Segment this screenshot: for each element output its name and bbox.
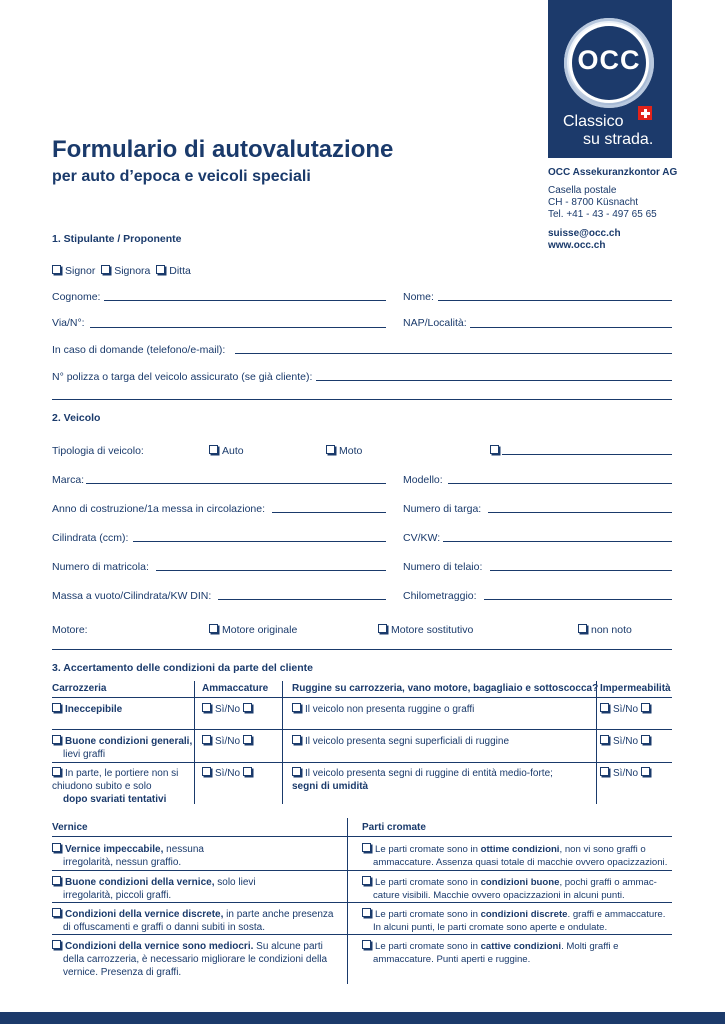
motore-non-noto-option[interactable]: non noto — [578, 624, 632, 636]
table-header-rule — [52, 697, 672, 698]
cvkw-field[interactable] — [443, 541, 672, 542]
table-row-rule — [52, 762, 672, 763]
occ-logo — [564, 18, 654, 108]
anno-label: Anno di costruzione/1a messa in circolazione: — [52, 503, 266, 515]
checkbox-icon[interactable] — [362, 908, 371, 917]
table-row-rule — [52, 902, 672, 903]
chilometraggio-label: Chilometraggio: — [403, 590, 477, 602]
header-vernice: Vernice — [52, 822, 88, 833]
checkbox-icon[interactable] — [490, 445, 499, 454]
checkbox-icon[interactable] — [578, 624, 587, 633]
section-divider — [52, 649, 672, 650]
via-field[interactable] — [90, 327, 386, 328]
ammaccature-sino[interactable]: Sì/No — [202, 735, 256, 748]
cilindrata-field[interactable] — [133, 541, 386, 542]
checkbox-icon[interactable] — [641, 735, 650, 744]
massa-label: Massa a vuoto/Cilindrata/KW DIN: — [52, 590, 212, 602]
table-header-rule — [52, 836, 672, 837]
page-subtitle: per auto d’epoca e veicoli speciali — [52, 168, 311, 185]
checkbox-icon[interactable] — [52, 876, 61, 885]
header-carrozzeria: Carrozzeria — [52, 683, 107, 694]
checkbox-icon[interactable] — [292, 767, 301, 776]
tipologia-other-field[interactable] — [502, 454, 672, 455]
cromate-option[interactable]: Le parti cromate sono in cattive condizioni. Molti graffi e ammaccature. Punti aperti e ruggine. — [362, 940, 674, 966]
checkbox-icon[interactable] — [641, 767, 650, 776]
checkbox-icon[interactable] — [202, 703, 211, 712]
telaio-field[interactable] — [490, 570, 672, 571]
matricola-label: Numero di matricola: — [52, 561, 149, 573]
tipologia-other-option[interactable] — [490, 445, 503, 457]
checkbox-icon[interactable] — [243, 703, 252, 712]
table-row-carrozzeria[interactable]: In parte, le portiere non si chiudono subito e solo dopo svariati tentativi — [52, 768, 179, 805]
contatto-field[interactable] — [235, 353, 672, 354]
anno-field[interactable] — [272, 512, 386, 513]
footer-bar — [0, 1012, 725, 1024]
targa-field[interactable] — [488, 512, 672, 513]
polizza-label: N° polizza o targa del veicolo assicurato (se già cliente): — [52, 371, 313, 383]
salutation-signor[interactable]: Signor — [52, 265, 95, 277]
ammaccature-sino[interactable]: Sì/No — [202, 767, 256, 780]
checkbox-icon[interactable] — [52, 908, 61, 917]
vernice-option[interactable]: Vernice impeccabile, nessuna irregolarità, nessun graffio. — [52, 843, 344, 869]
impermeabilita-sino[interactable]: Sì/No — [600, 703, 654, 716]
checkbox-icon[interactable] — [202, 735, 211, 744]
table-row-rule — [52, 934, 672, 935]
cognome-label: Cognome: — [52, 291, 101, 303]
header-ruggine: Ruggine su carrozzeria, vano motore, bagagliaio e sottoscocca? — [292, 683, 599, 694]
checkbox-icon[interactable] — [600, 735, 609, 744]
impermeabilita-sino[interactable]: Sì/No — [600, 735, 654, 748]
nome-label: Nome: — [403, 291, 434, 303]
table-row-ruggine[interactable]: Il veicolo presenta segni superficiali di ruggine — [292, 735, 592, 748]
company-address-2: CH - 8700 Küsnacht — [548, 197, 639, 208]
section-2-title: 2. Veicolo — [52, 412, 101, 424]
table-row-ruggine[interactable]: Il veicolo non presenta ruggine o graffi — [292, 703, 592, 716]
table-col-divider — [282, 681, 283, 804]
contatto-label: In caso di domande (telefono/e-mail): — [52, 344, 226, 356]
nap-label: NAP/Località: — [403, 317, 467, 329]
occ-logo-text: OCC — [577, 45, 641, 75]
vernice-option[interactable]: Buone condizioni della vernice, solo lievi irregolarità, piccoli graffi. — [52, 876, 344, 902]
checkbox-icon[interactable] — [292, 735, 301, 744]
salutation-group — [52, 265, 191, 277]
table-row-carrozzeria[interactable]: Ineccepibile — [52, 703, 192, 716]
ammaccature-sino[interactable]: Sì/No — [202, 703, 256, 716]
checkbox-icon[interactable] — [202, 767, 211, 776]
polizza-field[interactable] — [316, 380, 672, 381]
marca-field[interactable] — [86, 483, 386, 484]
matricola-field[interactable] — [156, 570, 386, 571]
via-label: Via/N°: — [52, 317, 85, 329]
vernice-option[interactable]: Condizioni della vernice discrete, in parte anche presenza di offuscamenti e graffi o danni subiti in sosta. — [52, 908, 344, 934]
modello-field[interactable] — [448, 483, 672, 484]
motore-sostitutivo-option[interactable]: Motore sostitutivo — [378, 624, 473, 636]
checkbox-icon[interactable] — [362, 940, 371, 949]
swiss-flag-icon — [638, 106, 652, 120]
checkbox-icon[interactable] — [600, 703, 609, 712]
cromate-option[interactable]: Le parti cromate sono in condizioni buone, pochi graffi o ammac- cature visibili. Macchie ovvero opacizzazioni in alcuni punti. — [362, 876, 674, 902]
salutation-ditta[interactable]: Ditta — [156, 265, 191, 277]
checkbox-icon[interactable] — [52, 767, 61, 776]
checkbox-icon[interactable] — [156, 265, 165, 274]
company-address-1: Casella postale — [548, 185, 617, 196]
checkbox-icon[interactable] — [326, 445, 335, 454]
checkbox-icon[interactable] — [52, 703, 61, 712]
salutation-signora[interactable]: Signora — [101, 265, 150, 277]
table-row-ruggine[interactable]: Il veicolo presenta segni di ruggine di entità medio-forte; segni di umidità — [292, 768, 553, 792]
targa-label: Numero di targa: — [403, 503, 482, 515]
logo-tagline-1: Classico — [563, 113, 624, 130]
vernice-option[interactable]: Condizioni della vernice sono mediocri. Su alcune parti della carrozzeria, è necessario migliorare le condizioni della vernice. Presenza di graffi. — [52, 940, 344, 979]
company-email[interactable]: suisse@occ.ch — [548, 228, 621, 239]
section-1-title: 1. Stipulante / Proponente — [52, 233, 182, 245]
motore-originale-option[interactable]: Motore originale — [209, 624, 297, 636]
checkbox-icon[interactable] — [209, 624, 218, 633]
table-row-carrozzeria[interactable]: Buone condizioni generali, lievi graffi — [52, 735, 194, 761]
tipologia-label: Tipologia di veicolo: — [52, 445, 144, 457]
cvkw-label: CV/KW: — [403, 532, 441, 544]
modello-label: Modello: — [403, 474, 443, 486]
marca-label: Marca: — [52, 474, 85, 486]
checkbox-icon[interactable] — [378, 624, 387, 633]
checkbox-icon[interactable] — [292, 703, 301, 712]
page-title: Formulario di autovalutazione — [52, 136, 394, 163]
logo-tagline-2: su strada. — [583, 131, 654, 148]
checkbox-icon[interactable] — [243, 767, 252, 776]
checkbox-icon[interactable] — [52, 843, 61, 852]
table-row-rule — [52, 729, 672, 730]
logo-panel — [548, 0, 672, 158]
header-parti-cromate: Parti cromate — [362, 822, 426, 833]
chilometraggio-field[interactable] — [484, 599, 672, 600]
table-col-divider — [347, 818, 348, 984]
table-row-rule — [52, 870, 672, 871]
company-phone: Tel. +41 - 43 - 497 65 65 — [548, 209, 657, 220]
checkbox-icon[interactable] — [52, 940, 61, 949]
checkbox-icon[interactable] — [362, 843, 371, 852]
checkbox-icon[interactable] — [600, 767, 609, 776]
massa-field[interactable] — [218, 599, 386, 600]
cognome-field[interactable] — [104, 300, 386, 301]
telaio-label: Numero di telaio: — [403, 561, 483, 573]
checkbox-icon[interactable] — [52, 735, 61, 744]
tipologia-auto-option[interactable]: Auto — [209, 445, 244, 457]
header-ammaccature: Ammaccature — [202, 683, 269, 694]
nome-field[interactable] — [438, 300, 672, 301]
cromate-option[interactable]: Le parti cromate sono in ottime condizioni, non vi sono graffi o ammaccature. Assenza quasi totale di macchie ovvero opacizzazioni. — [362, 843, 674, 869]
checkbox-icon[interactable] — [243, 735, 252, 744]
occ-logo-inner — [572, 26, 646, 100]
checkbox-icon[interactable] — [209, 445, 218, 454]
table-col-divider — [596, 681, 597, 804]
checkbox-icon[interactable] — [641, 703, 650, 712]
cromate-option[interactable]: Le parti cromate sono in condizioni discrete. graffi e ammaccature. In alcuni punti, le parti cromate sono aperte e ondulate. — [362, 908, 674, 934]
checkbox-icon[interactable] — [101, 265, 110, 274]
nap-field[interactable] — [470, 327, 672, 328]
table-col-divider — [194, 681, 195, 804]
impermeabilita-sino[interactable]: Sì/No — [600, 767, 654, 780]
cilindrata-label: Cilindrata (ccm): — [52, 532, 129, 544]
checkbox-icon[interactable] — [52, 265, 61, 274]
section-3-title: 3. Accertamento delle condizioni da parte del cliente — [52, 662, 314, 674]
company-website[interactable]: www.occ.ch — [548, 240, 606, 251]
header-impermeabilita: Impermeabilità — [600, 683, 671, 694]
tipologia-moto-option[interactable]: Moto — [326, 445, 362, 457]
company-name: OCC Assekuranzkontor AG — [548, 167, 678, 178]
motore-label: Motore: — [52, 624, 88, 636]
section-divider — [52, 399, 672, 400]
checkbox-icon[interactable] — [362, 876, 371, 885]
